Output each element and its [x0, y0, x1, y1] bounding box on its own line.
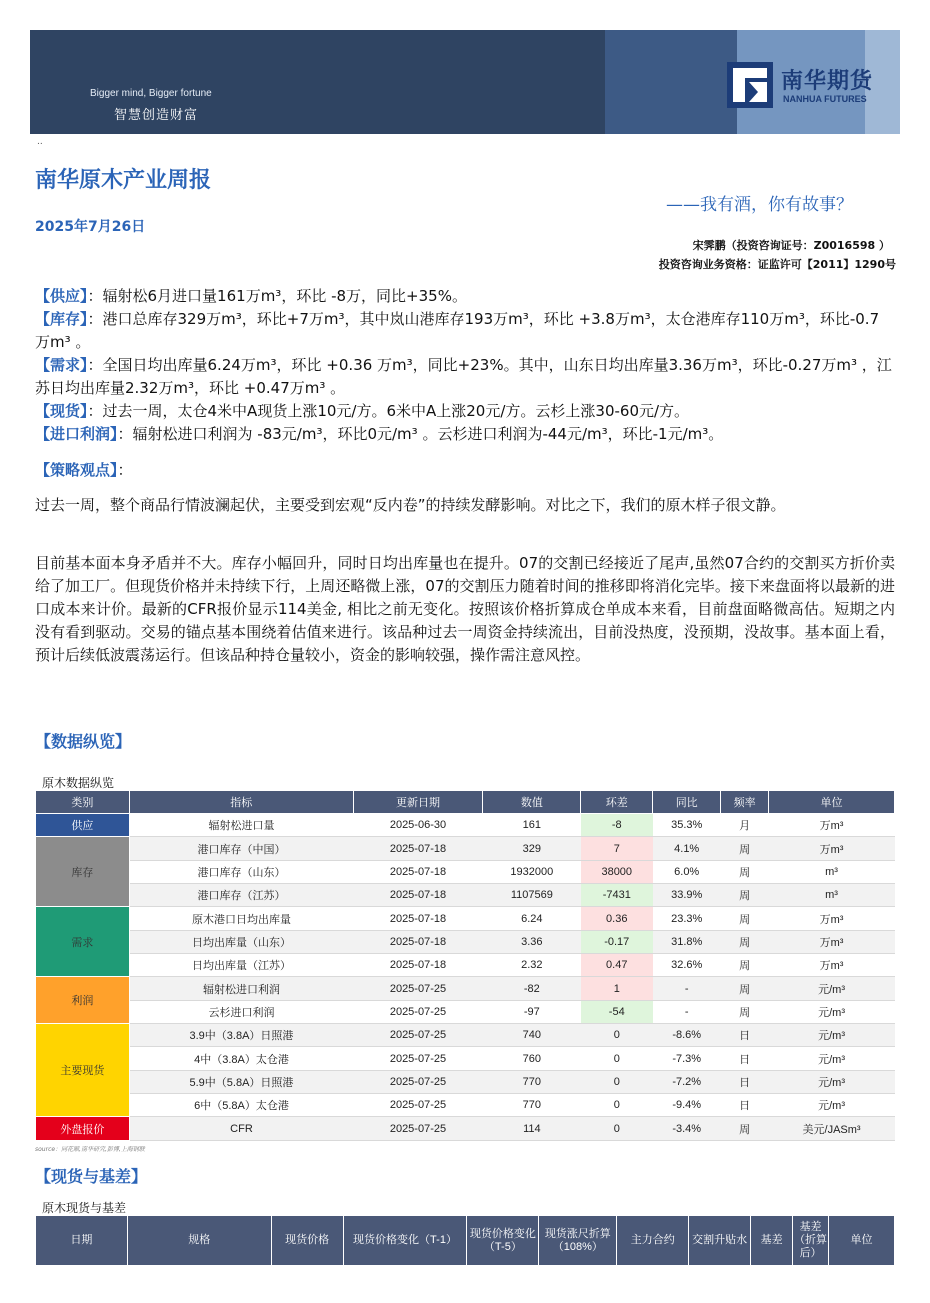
category-cell: 外盘报价: [36, 1117, 130, 1140]
indicator-cell: 日均出库量（山东）: [129, 930, 353, 953]
date-cell: 2025-06-30: [353, 814, 483, 837]
category-cell: 主要现货: [36, 1024, 130, 1117]
unit-cell: 万m³: [769, 814, 895, 837]
supply-tag: 【供应】: [35, 287, 88, 305]
change-cell: -0.17: [581, 930, 653, 953]
change-cell: 7: [581, 837, 653, 860]
qualification-line: 投资咨询业务资格：证监许可【2011】1290号: [658, 258, 896, 271]
value-cell: 329: [483, 837, 581, 860]
yoy-cell: -9.4%: [653, 1094, 721, 1117]
category-cell: 供应: [36, 814, 130, 837]
date-cell: 2025-07-25: [353, 1094, 483, 1117]
indicator-cell: CFR: [129, 1117, 353, 1140]
indicator-cell: 港口库存（山东）: [129, 860, 353, 883]
header-cell: 现货价格变化（T-5）: [467, 1216, 539, 1266]
table-row: [36, 1070, 895, 1093]
category-cell: 库存: [36, 837, 130, 907]
yoy-cell: -7.2%: [653, 1070, 721, 1093]
slogan-cn: 智慧创造财富: [114, 108, 199, 123]
unit-cell: 万m³: [769, 954, 895, 977]
spot-text: ：过去一周，太仓4米中A现货上涨10元/方。6米中A上涨20元/方。云杉上涨30-60元/方。: [87, 402, 690, 420]
spot-tag: 【现货】: [35, 402, 88, 420]
table-row: [36, 1000, 895, 1023]
stock-tag: 【库存】: [35, 310, 88, 328]
value-cell: 3.36: [483, 930, 581, 953]
frequency-cell: 周: [721, 884, 769, 907]
header-cell: 同比: [653, 791, 721, 814]
value-cell: 1107569: [483, 884, 581, 907]
date-cell: 2025-07-18: [353, 907, 483, 930]
dots: ..: [37, 137, 43, 147]
header-cell: 数值: [483, 791, 581, 814]
header-cell: 主力合约: [617, 1216, 689, 1266]
change-cell: 0: [581, 1047, 653, 1070]
header-cell: 交割升贴水: [689, 1216, 751, 1266]
header-cell: 单位: [829, 1216, 895, 1266]
indicator-cell: 3.9中（3.8A）日照港: [129, 1024, 353, 1047]
indicator-cell: 辐射松进口利润: [129, 977, 353, 1000]
summary-stock: [35, 308, 893, 354]
strategy-colon: ：: [117, 461, 133, 479]
frequency-cell: 周: [721, 1117, 769, 1140]
summary-demand: [35, 354, 893, 400]
frequency-cell: 周: [721, 930, 769, 953]
date-cell: 2025-07-25: [353, 1024, 483, 1047]
change-cell: 0: [581, 1117, 653, 1140]
frequency-cell: 日: [721, 1047, 769, 1070]
value-cell: 1932000: [483, 860, 581, 883]
spot-basis-table: [35, 1215, 895, 1266]
frequency-cell: 周: [721, 837, 769, 860]
change-cell: 0: [581, 1070, 653, 1093]
logo-text-en: NANHUA FUTURES: [783, 94, 867, 104]
frequency-cell: 周: [721, 1000, 769, 1023]
table-header-row: [36, 1216, 895, 1266]
table-row: [36, 1024, 895, 1047]
section-heading: 【数据纵览】: [35, 732, 132, 751]
yoy-cell: -8.6%: [653, 1024, 721, 1047]
header-cell: 规格: [127, 1216, 271, 1266]
unit-cell: 元/m³: [769, 977, 895, 1000]
change-cell: -7431: [581, 884, 653, 907]
date-cell: 2025-07-18: [353, 860, 483, 883]
date-cell: 2025-07-18: [353, 884, 483, 907]
header-cell: 现货涨尺折算（108%）: [539, 1216, 617, 1266]
header-cell: 现货价格变化（T-1）: [343, 1216, 467, 1266]
value-cell: 760: [483, 1047, 581, 1070]
unit-cell: m³: [769, 860, 895, 883]
table-header-row: [36, 791, 895, 814]
strategy-paragraph: 目前基本面本身矛盾并不大。库存小幅回升，同时日均出库量也在提升。07的交割已经接近了尾声,虽然07合约的交割买方折价卖给了加工厂。但现货价格并未持续下行，上周还略微上涨，07的交割压力随着时间的推移即将消化完毕。接下来盘面将以最新的进口成本来计价。最新的CFR报价显示114美金, 相比之前无变化。按照该价格折算成仓单成本来看，目前盘面略微高估。短期之内没有看到驱动。交易的锚点基本围绕着估值来进行。该品种过去一周资金持续流出，目前没热度，没预期，没故事。基本面上看，预计后续低波震荡运行。但该品种持仓量较小，资金的影响较强，操作需注意风控。: [35, 554, 895, 664]
value-cell: 740: [483, 1024, 581, 1047]
header-cell: 基差: [751, 1216, 793, 1266]
table-row: [36, 814, 895, 837]
value-cell: 770: [483, 1094, 581, 1117]
yoy-cell: -: [653, 1000, 721, 1023]
frequency-cell: 周: [721, 907, 769, 930]
date-cell: 2025-07-25: [353, 977, 483, 1000]
indicator-cell: 原木港口日均出库量: [129, 907, 353, 930]
category-cell: 需求: [36, 907, 130, 977]
summary-block: [35, 285, 893, 446]
data-overview-table: [35, 790, 895, 1141]
table-row: [36, 977, 895, 1000]
unit-cell: 元/m³: [769, 1000, 895, 1023]
change-cell: 38000: [581, 860, 653, 883]
unit-cell: 元/m³: [769, 1070, 895, 1093]
frequency-cell: 月: [721, 814, 769, 837]
header-cell: 环差: [581, 791, 653, 814]
table-row: [36, 837, 895, 860]
unit-cell: 万m³: [769, 907, 895, 930]
table-row: [36, 1047, 895, 1070]
yoy-cell: 33.9%: [653, 884, 721, 907]
profit-text: ：辐射松进口利润为 -83元/m³，环比0元/m³ 。云杉进口利润为-44元/m³，环比-1元/m³。: [117, 425, 724, 443]
table-row: [36, 1094, 895, 1117]
header-cell: 日期: [36, 1216, 128, 1266]
author-line: 宋霁鹏（投资咨询证号：Z0016598 ）: [692, 239, 890, 252]
change-cell: 0: [581, 1024, 653, 1047]
report-banner: [30, 30, 900, 134]
company-logo: [727, 60, 897, 110]
yoy-cell: -: [653, 977, 721, 1000]
change-cell: 0.47: [581, 954, 653, 977]
table-row: [36, 860, 895, 883]
report-title: 南华原木产业周报: [35, 168, 212, 193]
stock-text: ：港口总库存329万m³，环比+7万m³，其中岚山港库存193万m³，环比 +3.8万m³，太仓港库存110万m³，环比-0.7万m³ 。: [35, 310, 880, 351]
unit-cell: m³: [769, 884, 895, 907]
indicator-cell: 港口库存（中国）: [129, 837, 353, 860]
table-row: [36, 1117, 895, 1140]
value-cell: 2.32: [483, 954, 581, 977]
indicator-cell: 辐射松进口量: [129, 814, 353, 837]
demand-tag: 【需求】: [35, 356, 88, 374]
unit-cell: 元/m³: [769, 1047, 895, 1070]
summary-spot: [35, 400, 893, 423]
change-cell: 0: [581, 1094, 653, 1117]
date-cell: 2025-07-25: [353, 1117, 483, 1140]
table-row: [36, 884, 895, 907]
date-cell: 2025-07-25: [353, 1000, 483, 1023]
unit-cell: 万m³: [769, 837, 895, 860]
unit-cell: 元/m³: [769, 1094, 895, 1117]
indicator-cell: 4中（3.8A）太仓港: [129, 1047, 353, 1070]
indicator-cell: 港口库存（江苏）: [129, 884, 353, 907]
yoy-cell: 35.3%: [653, 814, 721, 837]
yoy-cell: -3.4%: [653, 1117, 721, 1140]
value-cell: -82: [483, 977, 581, 1000]
supply-text: ：辐射松6月进口量161万m³，环比 -8万，同比+35%。: [87, 287, 467, 305]
header-cell: 频率: [721, 791, 769, 814]
value-cell: 6.24: [483, 907, 581, 930]
table-row: [36, 930, 895, 953]
strategy-heading: [35, 459, 133, 480]
banner-stripe: [605, 30, 737, 134]
logo-text-cn: 南华期货: [781, 69, 874, 94]
date-cell: 2025-07-18: [353, 930, 483, 953]
strategy-tag: 【策略观点】: [35, 461, 118, 479]
indicator-cell: 5.9中（5.8A）日照港: [129, 1070, 353, 1093]
indicator-cell: 云杉进口利润: [129, 1000, 353, 1023]
date-cell: 2025-07-25: [353, 1070, 483, 1093]
yoy-cell: 4.1%: [653, 837, 721, 860]
value-cell: -97: [483, 1000, 581, 1023]
table-caption: 原木现货与基差: [42, 1201, 127, 1215]
header-cell: 更新日期: [353, 791, 483, 814]
strategy-paragraph: 过去一周，整个商品行情波澜起伏，主要受到宏观“反内卷”的持续发酵影响。对比之下，我们的原木样子很文静。: [35, 496, 786, 514]
frequency-cell: 周: [721, 977, 769, 1000]
header-cell: 现货价格: [271, 1216, 343, 1266]
category-cell: 利润: [36, 977, 130, 1024]
unit-cell: 美元/JASm³: [769, 1117, 895, 1140]
value-cell: 161: [483, 814, 581, 837]
profit-tag: 【进口利润】: [35, 425, 118, 443]
yoy-cell: 31.8%: [653, 930, 721, 953]
yoy-cell: 23.3%: [653, 907, 721, 930]
header-cell: 类别: [36, 791, 130, 814]
indicator-cell: 6中（5.8A）太仓港: [129, 1094, 353, 1117]
date-cell: 2025-07-18: [353, 954, 483, 977]
indicator-cell: 日均出库量（江苏）: [129, 954, 353, 977]
value-cell: 770: [483, 1070, 581, 1093]
table-caption: 原木数据纵览: [42, 776, 115, 790]
table-row: [36, 954, 895, 977]
source-note: source：同花顺,南华研究,彭博,上海钢联: [35, 1146, 145, 1153]
yoy-cell: -7.3%: [653, 1047, 721, 1070]
value-cell: 114: [483, 1117, 581, 1140]
section-heading: 【现货与基差】: [35, 1167, 148, 1186]
yoy-cell: 6.0%: [653, 860, 721, 883]
frequency-cell: 周: [721, 954, 769, 977]
demand-text: ：全国日均出库量6.24万m³，环比 +0.36 万m³，同比+23%。其中，山东日均出库量3.36万m³，环比-0.27万m³ ，江苏日均出库量2.32万m³，环比 +0.47万m³ 。: [35, 356, 892, 397]
frequency-cell: 日: [721, 1094, 769, 1117]
summary-profit: [35, 423, 893, 446]
date-cell: 2025-07-18: [353, 837, 483, 860]
date-cell: 2025-07-25: [353, 1047, 483, 1070]
change-cell: 0.36: [581, 907, 653, 930]
frequency-cell: 日: [721, 1070, 769, 1093]
unit-cell: 元/m³: [769, 1024, 895, 1047]
nanhua-logo-icon: [727, 62, 773, 108]
report-motto: ——我有酒，你有故事？: [666, 195, 853, 215]
header-cell: 基差（折算后）: [793, 1216, 829, 1266]
frequency-cell: 周: [721, 860, 769, 883]
yoy-cell: 32.6%: [653, 954, 721, 977]
header-cell: 单位: [769, 791, 895, 814]
change-cell: -54: [581, 1000, 653, 1023]
summary-supply: [35, 285, 893, 308]
header-cell: 指标: [129, 791, 353, 814]
change-cell: -8: [581, 814, 653, 837]
table-row: [36, 907, 895, 930]
slogan-en: Bigger mind, Bigger fortune: [90, 88, 212, 99]
report-date: 2025年7月26日: [35, 219, 146, 235]
change-cell: 1: [581, 977, 653, 1000]
frequency-cell: 日: [721, 1024, 769, 1047]
unit-cell: 万m³: [769, 930, 895, 953]
